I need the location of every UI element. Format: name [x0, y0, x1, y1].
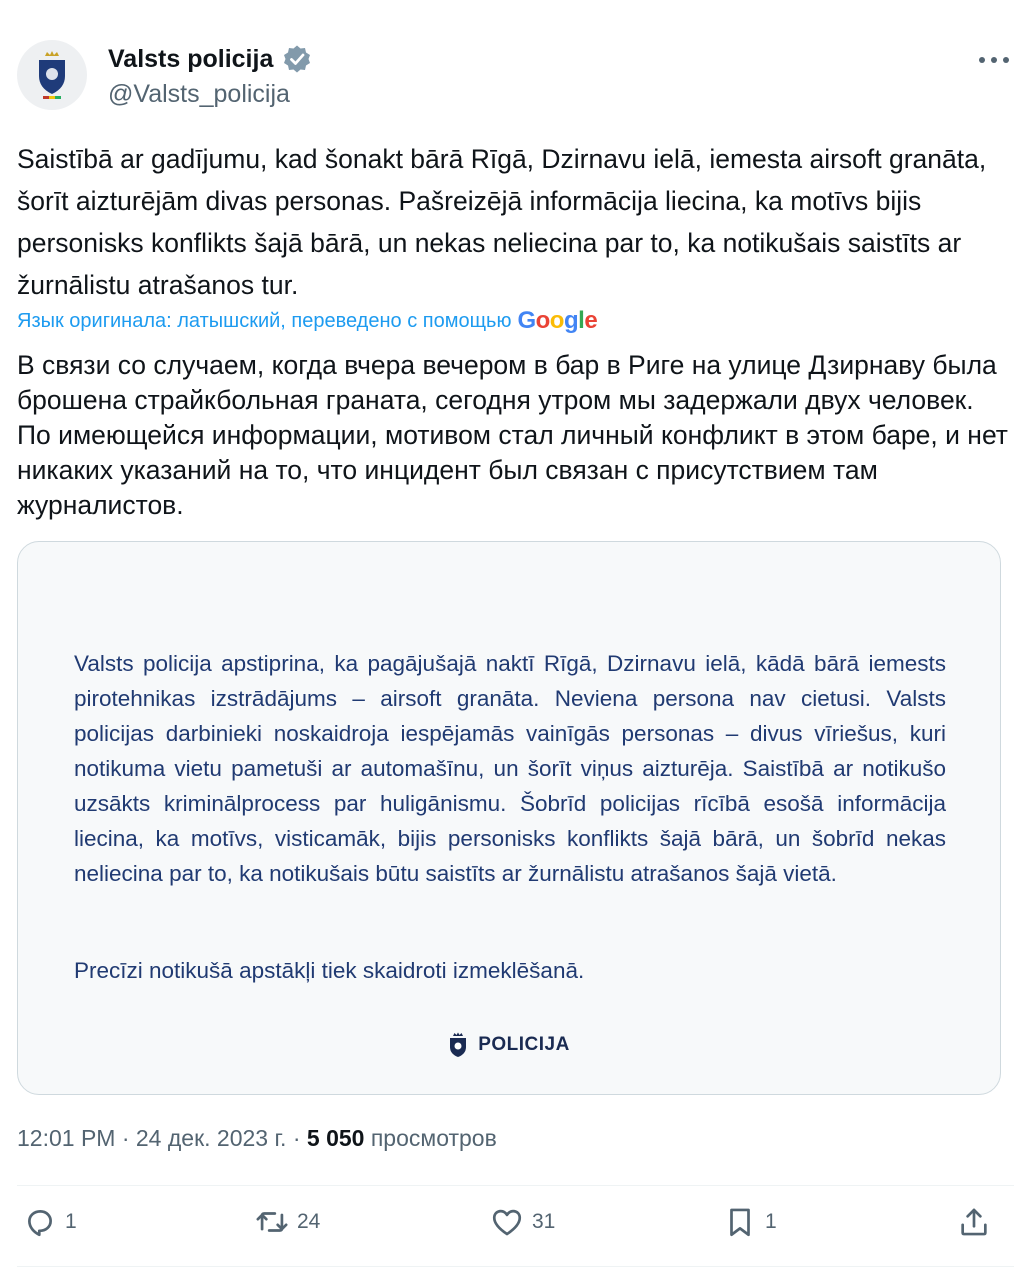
divider-top	[17, 1185, 1014, 1186]
share-icon	[957, 1205, 991, 1239]
translated-text: В связи со случаем, когда вчера вечером в бар в Риге на улице Дзирнаву была брошена страйкбольная граната, сегодня утром мы задержали двух человек. По имеющейся информации, мотивом стал личный конфликт в этом баре, и нет никаких указаний на то, что инцидент был связан с присутствием там журналистов.	[17, 350, 1008, 520]
repost-button[interactable]	[255, 1205, 320, 1239]
statement-paragraph-2: Precīzi notikušā apstākļi tiek skaidroti izmeklēšanā.	[74, 958, 585, 983]
reply-count: 1	[65, 1210, 77, 1233]
bookmark-button[interactable]	[723, 1205, 777, 1239]
avatar[interactable]	[17, 40, 87, 110]
policija-logo-text: POLICIJA	[478, 1034, 570, 1055]
views-label: просмотров	[364, 1125, 497, 1151]
statement-paragraph-1: Valsts policija apstiprina, ka pagājušajā naktī Rīgā, Dzirnavu ielā, kādā bārā iemests pirotehnikas izstrādājums – airsoft granāta. Neviena persona nav cietusi. Valsts policijas darbinieki noskaidroja iespējamās vainīgās personas – divus vīriešus, kuri notikuma vietu pametuši ar automašīnu, un šorīt viņus aizturēja. Saistībā ar notikušo uzsākts kriminālprocess par huligānismu. Šobrīd policijas rīcībā esošā informācija liecina, ka motīvs, visticamāk, bijis personisks konflikts šajā bārā, un šobrīd nekas neliecina par to, ka notikušais būtu saistīts ar žurnālistu atrašanos šajā vietā.	[74, 651, 946, 886]
views-count: 5 050	[306, 1125, 365, 1151]
translation-note-text[interactable]: Язык оригинала: латышский, переведено с помощью	[17, 309, 512, 332]
media-image[interactable]	[17, 541, 1001, 1095]
divider-bottom	[17, 1266, 1014, 1267]
bookmark-icon	[723, 1205, 757, 1239]
translation-note[interactable]	[17, 307, 597, 335]
tweet-text: Saistībā ar gadījumu, kad šonakt bārā Rīgā, Dzirnavu ielā, iemesta airsoft granāta, šorīt aizturējām divas personas. Pašreizējā informācija liecina, ka motīvs bijis personisks konflikts šajā bārā, un nekas neliecina par to, ka notikušais saistīts ar žurnālistu atrašanos tur.	[17, 144, 987, 300]
policija-logo	[18, 1032, 1000, 1058]
account-names	[108, 44, 312, 109]
google-logo: Google	[517, 307, 598, 334]
police-emblem-icon	[35, 50, 69, 100]
reply-button[interactable]	[23, 1205, 77, 1239]
tweet-header	[17, 40, 1014, 112]
like-icon	[490, 1205, 524, 1239]
repost-icon	[255, 1205, 289, 1239]
tweet-meta	[17, 1125, 497, 1152]
display-name[interactable]: Valsts policija	[108, 44, 274, 73]
police-crest-icon	[448, 1032, 468, 1058]
handle[interactable]: @Valsts_policija	[108, 80, 290, 108]
timestamp[interactable]: 12:01 PM · 24 дек. 2023 г. ·	[17, 1125, 307, 1151]
like-count: 31	[532, 1210, 556, 1233]
action-bar	[17, 1205, 1014, 1249]
bookmark-count: 1	[765, 1210, 777, 1233]
like-button[interactable]	[490, 1205, 555, 1239]
reply-icon	[23, 1205, 57, 1239]
repost-count: 24	[297, 1210, 321, 1233]
more-options-icon[interactable]	[976, 48, 1012, 72]
verified-badge-icon	[282, 44, 312, 74]
share-button[interactable]	[957, 1205, 999, 1239]
